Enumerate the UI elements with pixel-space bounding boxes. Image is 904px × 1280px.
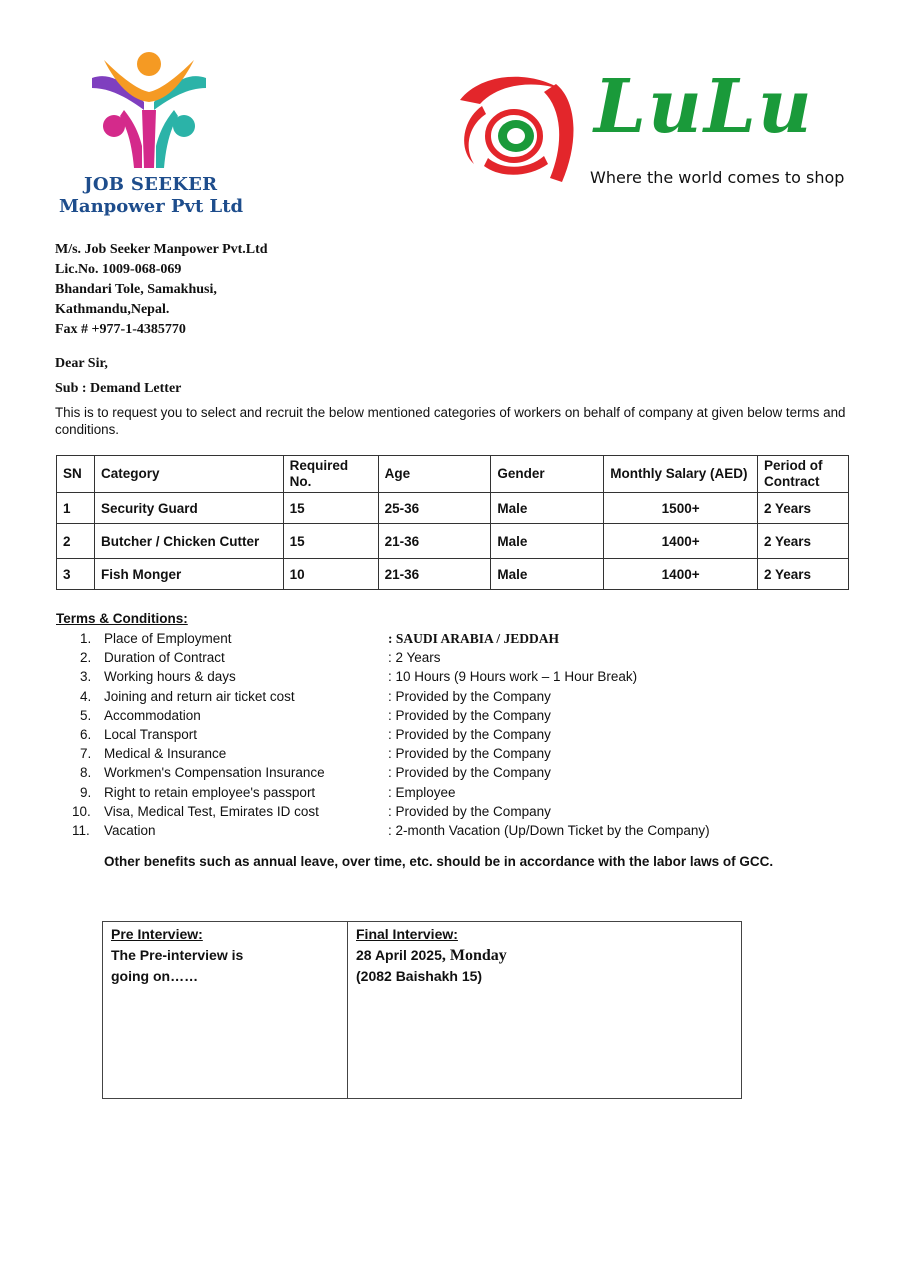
- table-cell: 3: [57, 559, 95, 590]
- term-value: : Provided by the Company: [388, 726, 551, 742]
- term-number: 9.: [80, 784, 92, 800]
- term-label: Place of Employment: [104, 631, 232, 646]
- term-value-text: : SAUDI ARABIA / JEDDAH: [388, 631, 560, 646]
- lulu-logo-name: LuLu: [594, 64, 814, 150]
- table-header-row: [57, 456, 849, 493]
- header-cell: SN: [57, 456, 95, 493]
- term-number: 6.: [80, 726, 92, 742]
- table-cell: 21-36: [378, 559, 491, 590]
- address-line: Lic.No. 1009-068-069: [55, 262, 182, 277]
- table-cell: 10: [283, 559, 378, 590]
- table-cell: 1500+: [604, 493, 758, 524]
- intro-paragraph: This is to request you to select and recruit the below mentioned categories of workers on behalf of company at given below terms and conditions.: [55, 405, 846, 437]
- table-row: [57, 524, 849, 559]
- term-label: Right to retain employee's passport: [104, 784, 316, 800]
- demand-table: [56, 455, 849, 590]
- table-cell: 25-36: [378, 493, 491, 524]
- table-cell: 21-36: [378, 524, 491, 559]
- salutation: Dear Sir,: [55, 356, 108, 371]
- term-value: : Provided by the Company: [388, 707, 551, 723]
- header-cell: Age: [378, 456, 491, 493]
- job-seeker-logo-sub: Manpower Pvt Ltd: [59, 196, 244, 217]
- final-interview-day: , Monday: [441, 947, 507, 964]
- term-label: Workmen's Compensation Insurance: [104, 765, 325, 781]
- header-cell: Gender: [491, 456, 604, 493]
- address-line: Kathmandu,Nepal.: [55, 302, 170, 317]
- pre-interview-text: going on……: [111, 968, 199, 984]
- term-number: 11.: [72, 822, 90, 838]
- table-cell: 15: [283, 524, 378, 559]
- job-seeker-logo-name: JOB SEEKER: [84, 174, 218, 195]
- term-label: Visa, Medical Test, Emirates ID cost: [104, 803, 319, 819]
- address-line: Bhandari Tole, Samakhusi,: [55, 282, 217, 297]
- lulu-emblem-icon: [452, 70, 592, 190]
- table-cell: 15: [283, 493, 378, 524]
- term-number: 8.: [80, 765, 92, 781]
- term-number: 2.: [80, 650, 92, 666]
- job-seeker-figure-icon: [84, 50, 214, 172]
- term-label: Medical & Insurance: [104, 746, 227, 762]
- term-label: Working hours & days: [104, 669, 236, 685]
- table-row: [57, 559, 849, 590]
- table-cell: Butcher / Chicken Cutter: [94, 524, 283, 559]
- table-row: [57, 493, 849, 524]
- term-value: : Provided by the Company: [388, 746, 551, 762]
- final-interview-date-line: [356, 945, 733, 966]
- term-value: : Employee: [388, 784, 456, 800]
- term-number: 7.: [80, 746, 92, 762]
- final-interview-nepali-date: (2082 Baishakh 15): [356, 968, 483, 984]
- table-cell: Male: [491, 524, 604, 559]
- term-number: 5.: [80, 707, 92, 723]
- table-cell: 1: [57, 493, 95, 524]
- table-cell: Male: [491, 559, 604, 590]
- term-value: : 10 Hours (9 Hours work – 1 Hour Break): [388, 669, 638, 685]
- address-line: Fax # +977-1-4385770: [55, 322, 186, 337]
- final-interview-heading: Final Interview:: [356, 926, 458, 942]
- lulu-tagline: Where the world comes to shop: [590, 168, 845, 187]
- table-cell: Security Guard: [94, 493, 283, 524]
- term-label: Joining and return air ticket cost: [104, 688, 295, 704]
- header-cell: Period of Contract: [758, 456, 849, 493]
- term-label: Accommodation: [104, 707, 201, 723]
- table-cell: 2 Years: [758, 524, 849, 559]
- final-interview-date: 28 April 2025: [356, 947, 442, 963]
- header-cell: Monthly Salary (AED): [604, 456, 758, 493]
- term-value: [388, 629, 559, 648]
- term-number: 10.: [72, 803, 91, 819]
- interview-box: [102, 921, 742, 1099]
- table-cell: 2 Years: [758, 493, 849, 524]
- table-cell: 2: [57, 524, 95, 559]
- table-cell: Male: [491, 493, 604, 524]
- pre-interview-cell: [103, 922, 348, 1098]
- header-cell: Category: [94, 456, 283, 493]
- table-cell: 1400+: [604, 524, 758, 559]
- pre-interview-heading: Pre Interview:: [111, 926, 203, 942]
- term-label: Vacation: [104, 822, 156, 838]
- job-seeker-logo: [56, 50, 246, 220]
- term-value: : Provided by the Company: [388, 688, 551, 704]
- table-cell: Fish Monger: [94, 559, 283, 590]
- term-value: : 2 Years: [388, 650, 441, 666]
- table-cell: 2 Years: [758, 559, 849, 590]
- final-interview-cell: [348, 922, 741, 1098]
- recipient-address: [55, 240, 268, 340]
- term-number: 1.: [80, 631, 92, 646]
- table-cell: 1400+: [604, 559, 758, 590]
- lulu-logo: [452, 64, 852, 195]
- term-value: : Provided by the Company: [388, 765, 551, 781]
- term-label: Duration of Contract: [104, 650, 225, 666]
- terms-heading: Terms & Conditions:: [56, 611, 188, 626]
- header-cell: Required No.: [283, 456, 378, 493]
- term-value: : 2-month Vacation (Up/Down Ticket by the Company): [388, 822, 710, 838]
- term-label: Local Transport: [104, 726, 198, 742]
- term-number: 4.: [80, 688, 92, 704]
- pre-interview-text: The Pre-interview is: [111, 947, 244, 963]
- subject-line: Sub : Demand Letter: [55, 381, 182, 396]
- term-value: : Provided by the Company: [388, 803, 551, 819]
- benefits-note: Other benefits such as annual leave, over time, etc. should be in accordance with the labor laws of GCC.: [104, 854, 774, 869]
- term-number: 3.: [80, 669, 92, 685]
- address-line: M/s. Job Seeker Manpower Pvt.Ltd: [55, 242, 268, 257]
